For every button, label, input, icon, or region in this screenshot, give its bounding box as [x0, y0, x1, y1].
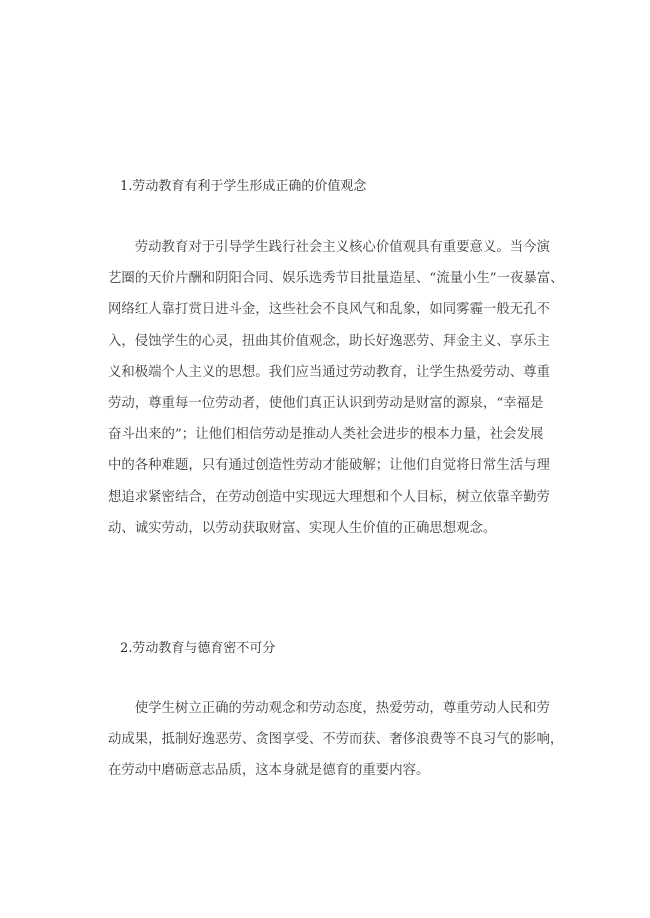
- paragraph-line: 想追求紧密结合，在劳动创造中实现远大理想和个人目标，树立依靠辛勤劳: [108, 489, 550, 505]
- paragraph-line: 艺圈的天价片酬和阴阳合同、娱乐选秀节目批量造星、“流量小生”一夜暴富、: [108, 271, 564, 287]
- paragraph-line: 动成果，抵制好逸恶劳、贪图享受、不劳而获、奢侈浪费等不良习气的影响，: [108, 732, 564, 748]
- section-heading-1: 1.劳动教育有利于学生形成正确的价值观念: [120, 179, 367, 194]
- paragraph-line: 在劳动中磨砺意志品质，这本身就是德育的重要内容。: [108, 763, 430, 779]
- paragraph-line: 劳动，尊重每一位劳动者，使他们真正认识到劳动是财富的源泉，“幸福是: [108, 395, 544, 411]
- section-2-paragraph: [108, 693, 568, 787]
- paragraph-line: 动、诚实劳动，以劳动获取财富、实现人生价值的正确思想观念。: [108, 520, 497, 536]
- paragraph-line: 网络红人靠打赏日进斗金，这些社会不良风气和乱象，如同雾霾一般无孔不: [108, 302, 550, 318]
- paragraph-line: 义和极端个人主义的思想。我们应当通过劳动教育，让学生热爱劳动、尊重: [108, 364, 550, 380]
- paragraph-line: 使学生树立正确的劳动观念和劳动态度，热爱劳动，尊重劳动人民和劳: [108, 701, 550, 716]
- paragraph-line: 中的各种难题，只有通过创造性劳动才能破解；让他们自觉将日常生活与理: [108, 458, 550, 474]
- paragraph-line: 劳动教育对于引导学生践行社会主义核心价值观具有重要意义。当今演: [108, 240, 550, 255]
- paragraph-line: 入，侵蚀学生的心灵，扭曲其价值观念，助长好逸恶劳、拜金主义、享乐主: [108, 333, 550, 349]
- paragraph-line: 奋斗出来的”；让他们相信劳动是推动人类社会进步的根本力量，社会发展: [108, 427, 544, 443]
- section-heading-2: 2.劳动教育与德育密不可分: [120, 641, 276, 656]
- section-1-paragraph: [108, 232, 568, 544]
